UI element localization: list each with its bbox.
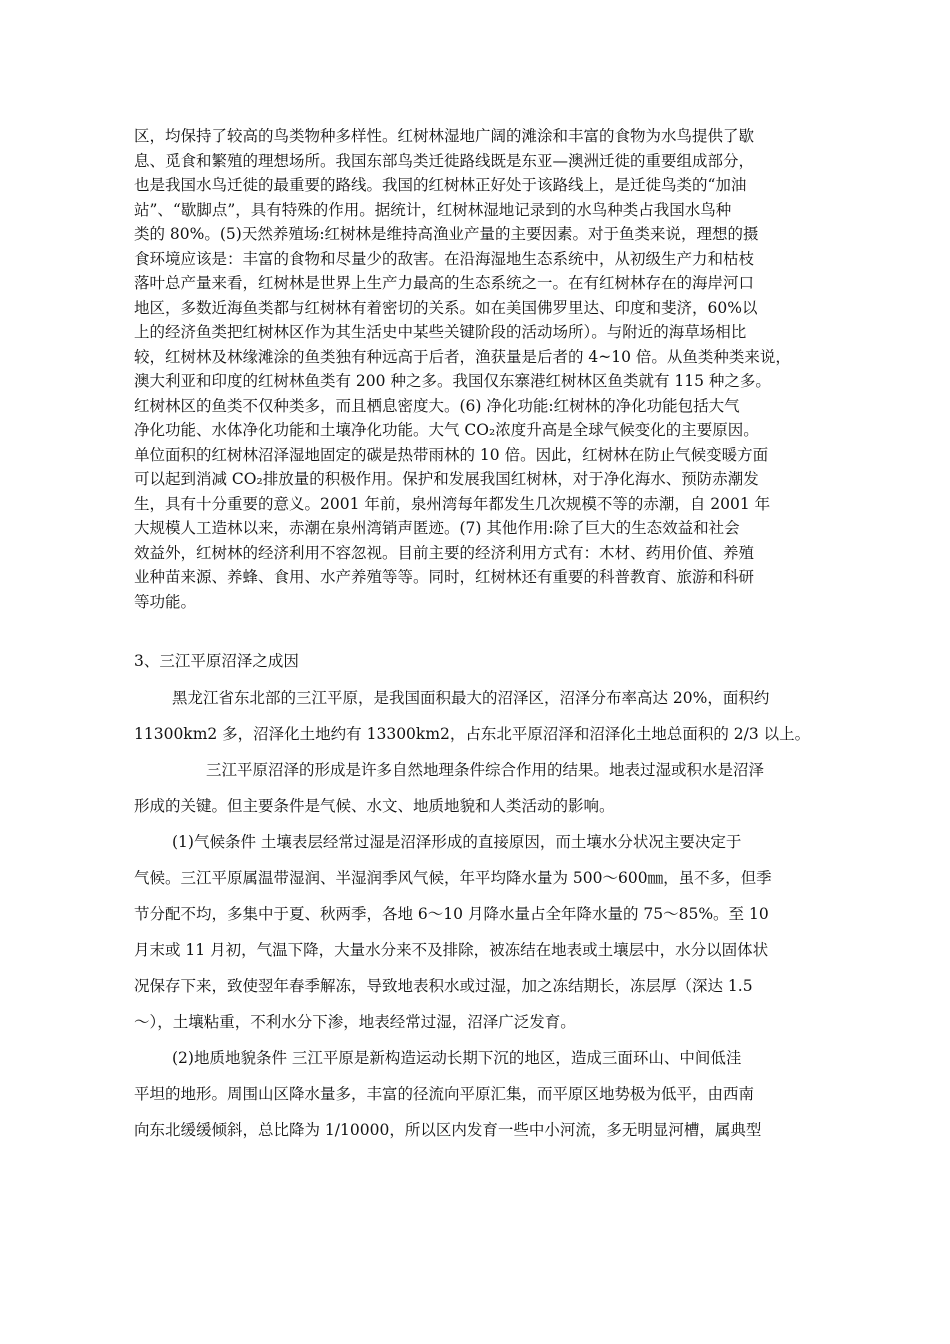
text-line: 气候。三江平原属温带湿润、半湿润季风气候，年平均降水量为 500～600㎜，虽不多，但季 <box>134 869 772 887</box>
text-line: 类的 80%。(5)天然养殖场:红树林是维持高渔业产量的主要因素。对于鱼类来说，理想的摄 <box>134 225 759 243</box>
text-line: 地区，多数近海鱼类都与红树林有着密切的关系。如在美国佛罗里达、印度和斐济，60%以 <box>134 298 758 317</box>
text-line: 较，红树林及林缘滩涂的鱼类独有种远高于后者，渔获量是后者的 4~10 倍。从鱼类种类来说， <box>134 347 791 366</box>
text-line: 三江平原沼泽的形成是许多自然地理条件综合作用的结果。地表过湿或积水是沼泽 <box>206 761 765 779</box>
paragraph-formation <box>134 752 824 824</box>
text-line: 大规模人工造林以来，赤潮在泉州湾销声匿迹。(7) 其他作用:除了巨大的生态效益和社会 <box>134 519 740 537</box>
text-line: 平坦的地形。周围山区降水量多，丰富的径流向平原汇集，而平原区地势极为低平，由西南 <box>134 1085 755 1103</box>
section-heading: 3、三江平原沼泽之成因 <box>134 652 299 670</box>
text-line: 可以起到消减 CO₂排放量的积极作用。保护和发展我国红树林，对于净化海水、预防赤潮发 <box>134 470 759 488</box>
text-line: 也是我国水鸟迁徙的最重要的路线。我国的红树林正好处于该路线上，是迁徙鸟类的“加油 <box>134 176 747 194</box>
text-line: 等功能。 <box>134 592 197 611</box>
text-line: 食环境应该是：丰富的食物和尽量少的敌害。在沿海湿地生态系统中，从初级生产力和枯枝 <box>134 249 755 268</box>
text-line: ～），土壤粘重，不利水分下渗，地表经常过湿，沼泽广泛发育。 <box>134 1013 576 1031</box>
text-line: (2)地质地貌条件 三江平原是新构造运动长期下沉的地区，造成三面环山、中间低洼 <box>172 1049 742 1067</box>
paragraph-geology <box>134 1040 824 1148</box>
text-line: 业种苗来源、养蜂、食用、水产养殖等等。同时，红树林还有重要的科普教育、旅游和科研 <box>134 568 755 586</box>
text-line: (1)气候条件 土壤表层经常过湿是沼泽形成的直接原因，而土壤水分状况主要决定于 <box>172 833 742 851</box>
paragraph-climate <box>134 824 824 1040</box>
paragraph-overview <box>134 680 824 752</box>
section-sanjiang-marsh <box>134 680 824 1148</box>
text-line: 净化功能、水体净化功能和土壤净化功能。大气 CO₂浓度升高是全球气候变化的主要原因。 <box>134 421 759 439</box>
text-line: 站”、“歇脚点”，具有特殊的作用。据统计，红树林湿地记录到的水鸟种类占我国水鸟种 <box>134 200 732 219</box>
text-line: 黑龙江省东北部的三江平原，是我国面积最大的沼泽区，沼泽分布率高达 20%，面积约 <box>172 689 770 707</box>
text-line: 节分配不均，多集中于夏、秋两季，各地 6～10 月降水量占全年降水量的 75～85%。至 10 <box>134 905 769 923</box>
text-line: 况保存下来，致使翌年春季解冻，导致地表积水或过湿，加之冻结期长，冻层厚（深达 1.5 <box>134 977 753 995</box>
text-line: 上的经济鱼类把红树林区作为其生活史中某些关键阶段的活动场所）。与附近的海草场相比 <box>134 323 747 341</box>
paragraph-mangrove-functions <box>134 124 824 614</box>
text-line: 月末或 11 月初，气温下降，大量水分来不及排除，被冻结在地表或土壤层中，水分以固体状 <box>134 941 769 959</box>
text-line: 息、觅食和繁殖的理想场所。我国东部鸟类迁徙路线既是东亚—澳洲迁徙的重要组成部分， <box>134 151 755 170</box>
text-line: 澳大利亚和印度的红树林鱼类有 200 种之多。我国仅东寨港红树林区鱼类就有 115 种之多。 <box>134 372 771 390</box>
text-line: 形成的关键。但主要条件是气候、水文、地质地貌和人类活动的影响。 <box>134 797 615 815</box>
text-line: 向东北缓缓倾斜，总比降为 1/10000，所以区内发育一些中小河流，多无明显河槽，属典型 <box>134 1121 762 1139</box>
text-line: 红树林区的鱼类不仅种类多，而且栖息密度大。(6) 净化功能:红树林的净化功能包括大气 <box>134 396 740 415</box>
text-line: 落叶总产量来看，红树林是世界上生产力最高的生态系统之一。在有红树林存在的海岸河口 <box>134 274 755 292</box>
text-line: 11300km2 多，沼泽化土地约有 13300km2，占东北平原沼泽和沼泽化土地总面积的 2/3 以上。 <box>134 725 811 743</box>
text-line: 区，均保持了较高的鸟类物种多样性。红树林湿地广阔的滩涂和丰富的食物为水鸟提供了歇 <box>134 127 755 145</box>
text-line: 生，具有十分重要的意义。2001 年前，泉州湾每年都发生几次规模不等的赤潮，自 2001 年 <box>134 494 771 513</box>
text-line: 单位面积的红树林沼泽湿地固定的碳是热带雨林的 10 倍。因此，红树林在防止气候变暖方面 <box>134 445 769 464</box>
text-line: 效益外，红树林的经济利用不容忽视。目前主要的经济利用方式有：木材、药用价值、养殖 <box>134 543 755 562</box>
